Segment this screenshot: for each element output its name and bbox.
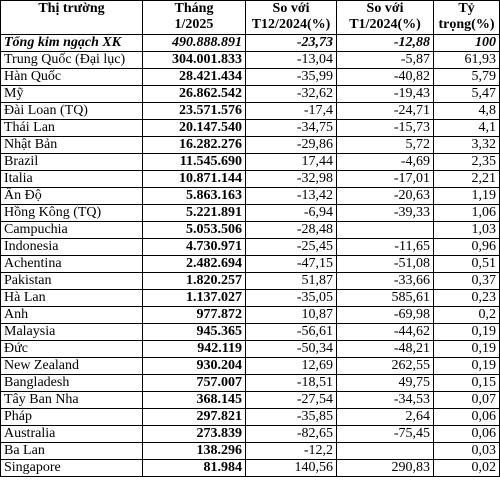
table-row xyxy=(1,137,500,154)
share-percent: 0,96 xyxy=(434,239,500,256)
change-vs-t1: -24,71 xyxy=(337,103,434,120)
change-vs-t12: -13,04 xyxy=(246,52,337,69)
change-vs-t1: 2,64 xyxy=(337,409,434,426)
share-percent: 0,19 xyxy=(434,324,500,341)
share-percent: 0,37 xyxy=(434,273,500,290)
export-value: 5.221.891 xyxy=(143,205,246,222)
change-vs-t12: -35,85 xyxy=(246,409,337,426)
export-value: 16.282.276 xyxy=(143,137,246,154)
share-percent: 0,51 xyxy=(434,256,500,273)
change-vs-t12: -12,2 xyxy=(246,443,337,460)
change-vs-t1: -17,01 xyxy=(337,171,434,188)
total-value: 490.888.891 xyxy=(143,35,246,52)
change-vs-t1: -69,98 xyxy=(337,307,434,324)
market-name: Singapore xyxy=(1,460,143,477)
share-percent: 3,32 xyxy=(434,137,500,154)
change-vs-t1: -40,82 xyxy=(337,69,434,86)
change-vs-t12: 17,44 xyxy=(246,154,337,171)
table-row xyxy=(1,205,500,222)
change-vs-t1: -15,73 xyxy=(337,120,434,137)
change-vs-t1: -4,69 xyxy=(337,154,434,171)
change-vs-t12: -29,86 xyxy=(246,137,337,154)
change-vs-t12: -18,51 xyxy=(246,375,337,392)
table-row xyxy=(1,307,500,324)
share-percent: 1,03 xyxy=(434,222,500,239)
table-row xyxy=(1,120,500,137)
change-vs-t1: -5,87 xyxy=(337,52,434,69)
market-name: Hàn Quốc xyxy=(1,69,143,86)
market-name: Hà Lan xyxy=(1,290,143,307)
change-vs-t12: -17,4 xyxy=(246,103,337,120)
total-label: Tổng kim ngạch XK xyxy=(1,35,143,52)
change-vs-t12: -50,34 xyxy=(246,341,337,358)
header-vs-t1: So với T1/2024(%) xyxy=(337,1,434,35)
table-row xyxy=(1,154,500,171)
market-name: Campuchia xyxy=(1,222,143,239)
market-name: Australia xyxy=(1,426,143,443)
change-vs-t12: 51,87 xyxy=(246,273,337,290)
market-name: Ba Lan xyxy=(1,443,143,460)
export-value: 1.137.027 xyxy=(143,290,246,307)
share-percent: 1,06 xyxy=(434,205,500,222)
market-name: Brazil xyxy=(1,154,143,171)
market-name: Malaysia xyxy=(1,324,143,341)
change-vs-t12: -28,48 xyxy=(246,222,337,239)
market-name: Hồng Kông (TQ) xyxy=(1,205,143,222)
change-vs-t12: -35,05 xyxy=(246,290,337,307)
share-percent: 5,79 xyxy=(434,69,500,86)
share-percent: 0,23 xyxy=(434,290,500,307)
table-row xyxy=(1,409,500,426)
export-value: 942.119 xyxy=(143,341,246,358)
export-value: 977.872 xyxy=(143,307,246,324)
total-share: 100 xyxy=(434,35,500,52)
market-name: Italia xyxy=(1,171,143,188)
change-vs-t12: 12,69 xyxy=(246,358,337,375)
header-row xyxy=(1,1,500,35)
change-vs-t1: -20,63 xyxy=(337,188,434,205)
table-row xyxy=(1,103,500,120)
change-vs-t12: -13,42 xyxy=(246,188,337,205)
market-name: New Zealand xyxy=(1,358,143,375)
market-name: Anh xyxy=(1,307,143,324)
share-percent: 2,21 xyxy=(434,171,500,188)
market-name: Pháp xyxy=(1,409,143,426)
table-row xyxy=(1,69,500,86)
market-name: Đài Loan (TQ) xyxy=(1,103,143,120)
change-vs-t12: -47,15 xyxy=(246,256,337,273)
change-vs-t12: -56,61 xyxy=(246,324,337,341)
export-value: 304.001.833 xyxy=(143,52,246,69)
export-value: 297.821 xyxy=(143,409,246,426)
export-value: 5.863.163 xyxy=(143,188,246,205)
export-value: 23.571.576 xyxy=(143,103,246,120)
share-percent: 0,06 xyxy=(434,409,500,426)
table-row xyxy=(1,256,500,273)
change-vs-t12: -6,94 xyxy=(246,205,337,222)
change-vs-t12: 140,56 xyxy=(246,460,337,477)
table-row xyxy=(1,443,500,460)
table-row xyxy=(1,392,500,409)
change-vs-t1: -51,08 xyxy=(337,256,434,273)
total-vs-t1: -12,88 xyxy=(337,35,434,52)
share-percent: 0,2 xyxy=(434,307,500,324)
share-percent: 0,07 xyxy=(434,392,500,409)
share-percent: 0,19 xyxy=(434,341,500,358)
change-vs-t1: -44,62 xyxy=(337,324,434,341)
change-vs-t1: -34,53 xyxy=(337,392,434,409)
change-vs-t1: -33,66 xyxy=(337,273,434,290)
change-vs-t1: -11,65 xyxy=(337,239,434,256)
header-market: Thị trường xyxy=(1,1,143,35)
change-vs-t12: -32,62 xyxy=(246,86,337,103)
header-vs-t12: So với T12/2024(%) xyxy=(246,1,337,35)
table-row xyxy=(1,341,500,358)
market-name: Ấn Độ xyxy=(1,188,143,205)
total-vs-t12: -23,73 xyxy=(246,35,337,52)
market-name: Indonesia xyxy=(1,239,143,256)
table-row xyxy=(1,273,500,290)
change-vs-t1: 5,72 xyxy=(337,137,434,154)
share-percent: 4,8 xyxy=(434,103,500,120)
table-row xyxy=(1,426,500,443)
share-percent: 2,35 xyxy=(434,154,500,171)
market-name: Tây Ban Nha xyxy=(1,392,143,409)
export-value: 945.365 xyxy=(143,324,246,341)
market-name: Bangladesh xyxy=(1,375,143,392)
share-percent: 0,06 xyxy=(434,426,500,443)
total-row xyxy=(1,35,500,52)
change-vs-t12: -34,75 xyxy=(246,120,337,137)
change-vs-t1 xyxy=(337,222,434,239)
share-percent: 4,1 xyxy=(434,120,500,137)
export-value: 930.204 xyxy=(143,358,246,375)
table-row xyxy=(1,290,500,307)
share-percent: 0,15 xyxy=(434,375,500,392)
change-vs-t1 xyxy=(337,443,434,460)
change-vs-t12: -35,99 xyxy=(246,69,337,86)
change-vs-t12: 10,87 xyxy=(246,307,337,324)
market-name: Trung Quốc (Đại lục) xyxy=(1,52,143,69)
change-vs-t1: -75,45 xyxy=(337,426,434,443)
change-vs-t1: 585,61 xyxy=(337,290,434,307)
change-vs-t12: -82,65 xyxy=(246,426,337,443)
export-value: 5.053.506 xyxy=(143,222,246,239)
market-name: Mỹ xyxy=(1,86,143,103)
share-percent: 0,03 xyxy=(434,443,500,460)
table-row xyxy=(1,324,500,341)
export-value: 138.296 xyxy=(143,443,246,460)
export-value: 368.145 xyxy=(143,392,246,409)
export-value: 28.421.434 xyxy=(143,69,246,86)
table-row xyxy=(1,52,500,69)
export-value: 11.545.690 xyxy=(143,154,246,171)
change-vs-t12: -27,54 xyxy=(246,392,337,409)
change-vs-t1: -48,21 xyxy=(337,341,434,358)
change-vs-t1: 290,83 xyxy=(337,460,434,477)
export-value: 2.482.694 xyxy=(143,256,246,273)
header-share: Tỷ trọng(%) xyxy=(434,1,500,35)
table-row xyxy=(1,222,500,239)
change-vs-t1: -19,43 xyxy=(337,86,434,103)
share-percent: 5,47 xyxy=(434,86,500,103)
market-name: Achentina xyxy=(1,256,143,273)
table-row xyxy=(1,188,500,205)
market-name: Pakistan xyxy=(1,273,143,290)
market-name: Nhật Bản xyxy=(1,137,143,154)
export-value: 757.007 xyxy=(143,375,246,392)
table-row xyxy=(1,460,500,477)
export-value: 20.147.540 xyxy=(143,120,246,137)
share-percent: 0,19 xyxy=(434,358,500,375)
change-vs-t12: -32,98 xyxy=(246,171,337,188)
share-percent: 61,93 xyxy=(434,52,500,69)
header-month-value: Tháng 1/2025 xyxy=(143,1,246,35)
share-percent: 1,19 xyxy=(434,188,500,205)
export-value: 273.839 xyxy=(143,426,246,443)
table-row xyxy=(1,375,500,392)
export-value: 26.862.542 xyxy=(143,86,246,103)
table-row xyxy=(1,358,500,375)
change-vs-t1: 262,55 xyxy=(337,358,434,375)
export-value: 1.820.257 xyxy=(143,273,246,290)
export-value: 81.984 xyxy=(143,460,246,477)
share-percent: 0,02 xyxy=(434,460,500,477)
change-vs-t12: -25,45 xyxy=(246,239,337,256)
market-name: Đức xyxy=(1,341,143,358)
change-vs-t1: -39,33 xyxy=(337,205,434,222)
table-row xyxy=(1,86,500,103)
table-row xyxy=(1,171,500,188)
export-value: 4.730.971 xyxy=(143,239,246,256)
market-name: Thái Lan xyxy=(1,120,143,137)
change-vs-t1: 49,75 xyxy=(337,375,434,392)
export-value: 10.871.144 xyxy=(143,171,246,188)
table-row xyxy=(1,239,500,256)
